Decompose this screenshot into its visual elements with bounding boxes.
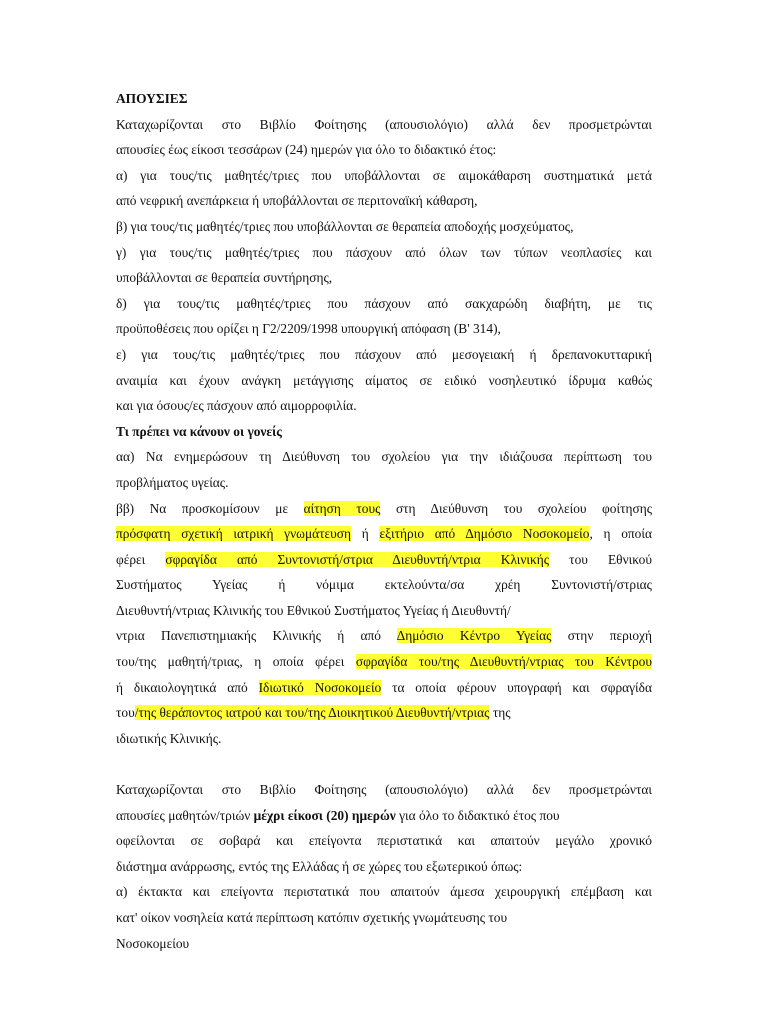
highlighted-text: /της θεράποντος ιατρού και του/της Διοικητικού Διευθυντή/ντριας xyxy=(134,705,490,721)
document-heading: ΑΠΟΥΣΙΕΣ xyxy=(116,91,188,106)
parents-bb-line-1 xyxy=(116,496,652,522)
item-e-line-1: ε) για τους/τις μαθητές/τριες που πάσχουν από μεσογειακή ή δρεπανοκυτταρική xyxy=(116,346,652,362)
item-b-line-1: β) για τους/τις μαθητές/τριες που υποβάλλονται σε θεραπεία αποδοχής μοσχεύματος, xyxy=(116,218,574,234)
section2-line-2 xyxy=(116,803,652,829)
item-d-line-2: προϋποθέσεις που ορίζει η Γ2/2209/1998 υπουργική απόφαση (Β' 314), xyxy=(116,321,501,337)
section2-item-a-line-2: κατ' οίκον νοσηλεία κατά περίπτωση κατόπιν σχετικής γνωμάτευσης του xyxy=(116,910,508,925)
parents-aa-line-2: προβλήματος υγείας. xyxy=(116,474,229,490)
section2-line-4: διάστημα ανάρρωσης, εντός της Ελλάδας ή σε χώρες του εξωτερικού όπως: xyxy=(116,858,523,874)
parents-bb-line-4: Συστήματος Υγείας ή νόμιμα εκτελούντα/σα χρέη Συντονιστή/στριας xyxy=(116,577,652,593)
highlighted-text: σφραγίδα από Συντονιστή/στρια Διευθυντή/ντρια Κλινικής xyxy=(165,551,550,567)
text-run: , η οποία xyxy=(589,526,652,542)
item-c-line-1: γ) για τους/τις μαθητές/τριες που πάσχουν από όλων των τύπων νεοπλασίες και xyxy=(116,244,652,260)
text-run: ή δικαιολογητικά από xyxy=(116,679,259,695)
text-run: του/της μαθητή/τριας, η οποία φέρει xyxy=(116,654,356,670)
text-run: τα οποία φέρουν υπογραφή και σφραγίδα xyxy=(381,679,652,695)
item-c-line-2: υποβάλλονται σε θεραπεία συντήρησης, xyxy=(116,270,333,286)
text-run: ή xyxy=(351,526,380,542)
parents-bb-line-5: Διευθυντή/ντριας Κλινικής του Εθνικού Συστήματος Υγείας ή Διευθυντή/ xyxy=(116,602,511,618)
highlighted-text: σφραγίδα του/της Διευθυντή/ντριας του Κέντρου xyxy=(355,654,653,670)
section1-intro-line-1: Καταχωρίζονται στο Βιβλίο Φοίτησης (απουσιολόγιο) αλλά δεν προσμετρώνται xyxy=(116,116,652,132)
parents-heading: Τι πρέπει να κάνουν οι γονείς xyxy=(116,423,282,439)
parents-aa-line-1: αα) Να ενημερώσουν τη Διεύθυνση του σχολείου για την ιδιάζουσα περίπτωση του xyxy=(116,449,652,465)
text-run: στη Διεύθυνση του σχολείου φοίτησης xyxy=(380,500,652,516)
parents-bb-line-3 xyxy=(116,547,652,573)
paragraph-gap xyxy=(116,751,652,777)
parents-bb-line-9 xyxy=(116,700,652,726)
item-d-line-1: δ) για τους/τις μαθητές/τριες που πάσχουν από σακχαρώδη διαβήτη, με τις xyxy=(116,295,652,311)
text-run: του xyxy=(116,705,135,721)
text-run: στην περιοχή xyxy=(551,628,653,644)
highlighted-text: εξιτήριο από Δημόσιο Νοσοκομείο xyxy=(379,526,590,542)
parents-bb-line-6 xyxy=(116,623,652,649)
parents-bb-line-2 xyxy=(116,521,652,547)
item-a-line-2: από νεφρική ανεπάρκεια ή υποβάλλονται σε περιτοναϊκή κάθαρση, xyxy=(116,193,478,209)
parents-bb-line-8 xyxy=(116,675,652,701)
text-run: ντρια Πανεπιστημιακής Κλινικής ή από xyxy=(116,628,397,644)
text-run: της xyxy=(489,705,511,721)
text-run: φέρει xyxy=(116,551,166,567)
text-run: απουσίες μαθητών/τριών xyxy=(116,807,254,823)
bold-text: μέχρι είκοσι (20) ημερών xyxy=(253,807,396,823)
parents-bb-line-7 xyxy=(116,649,652,675)
section2-item-a-line-1: α) έκτακτα και επείγοντα περιστατικά που απαιτούν άμεσα χειρουργική επέμβαση και xyxy=(116,884,652,900)
highlighted-text: Ιδιωτικό Νοσοκομείο xyxy=(258,679,382,695)
section2-item-a-line-3: Νοσοκομείου xyxy=(116,935,190,951)
highlighted-text: αίτηση τους xyxy=(303,500,381,516)
text-run: ββ) Να προσκομίσουν με xyxy=(116,500,304,516)
text-run: για όλο το διδακτικό έτος που xyxy=(395,807,560,823)
highlighted-text: Δημόσιο Κέντρο Υγείας xyxy=(396,628,552,644)
section1-intro-line-2: απουσίες έως είκοσι τεσσάρων (24) ημερών για όλο το διδακτικό έτος: xyxy=(116,142,497,158)
document-page xyxy=(116,86,652,956)
item-a-line-1: α) για τους/τις μαθητές/τριες που υποβάλλονται σε αιμοκάθαρση συστηματικά μετά xyxy=(116,167,652,183)
text-run: του Εθνικού xyxy=(549,551,653,567)
highlighted-text: πρόσφατη σχετική ιατρική γνωμάτευση xyxy=(116,526,352,542)
item-e-line-3: και για όσους/ες πάσχουν από αιμορροφιλία. xyxy=(116,398,357,414)
section2-line-3: οφείλονται σε σοβαρά και επείγοντα περιστατικά και απαιτούν μεγάλο χρονικό xyxy=(116,833,652,849)
parents-bb-line-10: ιδιωτικής Κλινικής. xyxy=(116,730,222,746)
item-e-line-2: αναιμία και έχουν ανάγκη μετάγγισης αίματος σε ειδικό νοσηλευτικό ίδρυμα καθώς xyxy=(116,372,652,388)
section2-line-1: Καταχωρίζονται στο Βιβλίο Φοίτησης (απουσιολόγιο) αλλά δεν προσμετρώνται xyxy=(116,782,652,798)
